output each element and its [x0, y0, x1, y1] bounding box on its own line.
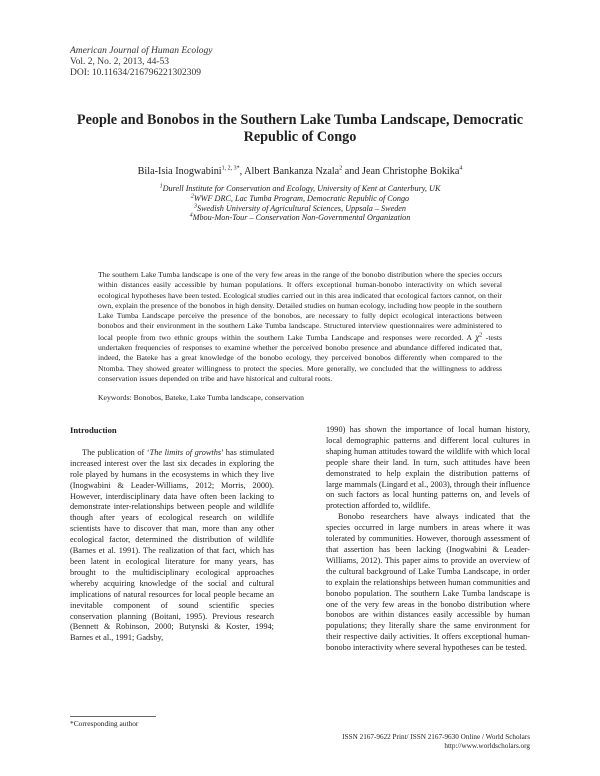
affiliations [70, 184, 530, 223]
affiliation-text: WWF DRC, Lac Tumba Program, Democratic Republic of Congo [193, 193, 410, 203]
section-heading: Introduction [70, 425, 117, 435]
author-1: Bila-Isia Inogwabini [137, 166, 222, 177]
abstract-text: The southern Lake Tumba landscape is one of the very few areas in the range of the bonobo distribution where the species occurs within distances easily accessible by human populations. It offers exceptional human-bonobo interactivity on which several ecological hypotheses have been tested. Ecological studies carried out in this area indicated that ecological factors cannot, on their own, explain the presence of the bonobos in high density. Detailed studies on human ecology, including how people in the southern Lake Tumba Landscape perceive the presence of the bonobos, are necessary to fully depict ecological interactions between bonobos and their environment in the southern Lake Tumba landscape. Structured interview questionnaires were administered to local people from two ethnic groups within the southern Lake Tumba Landscape and responses were recorded. A [98, 270, 503, 342]
affiliation [70, 194, 530, 204]
author-3: Jean Christophe Bokika [362, 166, 460, 177]
paragraph [70, 448, 274, 644]
journal-name: American Journal of Human Ecology [70, 46, 213, 56]
affiliation-num: 4 [189, 212, 193, 219]
abstract [98, 270, 502, 384]
issn-footer [342, 733, 530, 751]
author-2-affil: 2 [339, 165, 343, 172]
affiliation [70, 213, 530, 223]
chi-exponent: 2 [479, 332, 483, 339]
author-1-affil: 1, 2, 3* [221, 165, 240, 172]
publisher-url: http://www.worldscholars.org [444, 742, 530, 751]
affiliation-num: 2 [190, 193, 194, 200]
footnote: *Corresponding author [70, 719, 139, 728]
keywords: Keywords: Bonobos, Bateke, Lake Tumba landscape, conservation [98, 393, 305, 402]
affiliation-text: Mbou-Mon-Tour – Conservation Non-Governmental Organization [192, 213, 411, 223]
issn-line: ISSN 2167-9622 Print/ ISSN 2167-9630 Online / World Scholars [342, 733, 530, 741]
paragraph-text: ’ has stimulated increased interest over the last six decades in exploring the role played by humans in the ecosystems in which they live (Inogwabini & Leader-Williams, 2012; Morris, 2000). However, interdisciplinary data have often been lacking to demonstrate inter-relationships between people and wildlife though after years of ecological research on wildlife scientists have to discover that man, more than any other ecological factor, determined the distribution of wildlife (Barnes et al. 1991). The realization of that fact, which has been latent in ecological literature for many years, has brought to the multidisciplinary ecological approaches whereby acquiring knowledge of the social and cultural implications of natural resources for local people became an inevitable component of sound scientific species conservation planning (Boitani, 1995). Previous research (Bennett & Robinson, 2000; Butynski & Koster, 1994; Barnes et al., 1991; Gadsby, [70, 447, 275, 643]
paper-title: People and Bonobos in the Southern Lake Tumba Landscape, Democratic Republic of Congo [76, 112, 524, 145]
affiliation-text: Swedish University of Agricultural Sciences, Uppsala – Sweden [196, 203, 407, 213]
author-3-affil: 4 [459, 165, 463, 172]
affiliation [70, 204, 530, 214]
left-column [70, 425, 274, 644]
affiliation-num: 3 [193, 202, 197, 209]
paragraph: 1990) has shown the importance of local human history, local demographic patterns and different local cultures in shaping human attitudes toward the wildlife with which local people share their land. In turn, such attitudes have been demonstrated to help explain the distribution patterns of large mammals (Lingard et al., 2003), through their influence on such factors as local hunting patterns on, and levels of protection afforded to, wildlife. [326, 425, 530, 511]
affiliation-num: 1 [159, 183, 163, 190]
author-separator: and [342, 166, 363, 177]
footnote-divider [70, 716, 156, 717]
journal-header [70, 46, 212, 79]
abstract-text: -tests undertaken frequencies of responses to examine whether the perceived bonobo presence and abundance differed indicated that, indeed, the Bateke has a great knowledge of the bonobo ecology, they perceived bonobos differently when compared to the Ntomba. They showed greater willingness to protect the species. More generally, we concluded that the willingness to address conservation issues depended on tribe and have historical and cultural roots. [98, 332, 502, 383]
affiliation [70, 184, 530, 194]
chi-symbol: χ [475, 331, 480, 342]
affiliation-text: Durell Institute for Conservation and Ecology, University of Kent at Canterbury, UK [162, 184, 441, 193]
author-separator: , [239, 166, 245, 177]
journal-doi: DOI: 10.11634/216796221302309 [70, 68, 202, 78]
author-2: Albert Bankanza Nzala [244, 166, 340, 177]
cited-title: The limits of growths [149, 447, 222, 457]
paragraph-text: The publication of ‘ [82, 447, 150, 457]
right-column [326, 425, 530, 654]
journal-volume: Vol. 2, No. 2, 2013, 44-53 [70, 57, 170, 67]
paragraph: Bonobo researchers have always indicated that the species occurred in large numbers in areas where it was tolerated by communities. However, thorough assessment of that assertion has been lacking (Inogwabini & Leader-Williams, 2012). This paper aims to provide an overview of the cultural background of Lake Tumba Landscape, in order to explain the relationships between human communities and bonobo population. The southern Lake Tumba landscape is one of the very few areas in the bonobo distribution where bonobos are within distances easily accessible by human populations; they literally share the same environment for their respective daily activities. It offers exceptional human-bonobo interactivity where several hypotheses can be tested. [326, 512, 530, 653]
author-line [70, 166, 530, 177]
